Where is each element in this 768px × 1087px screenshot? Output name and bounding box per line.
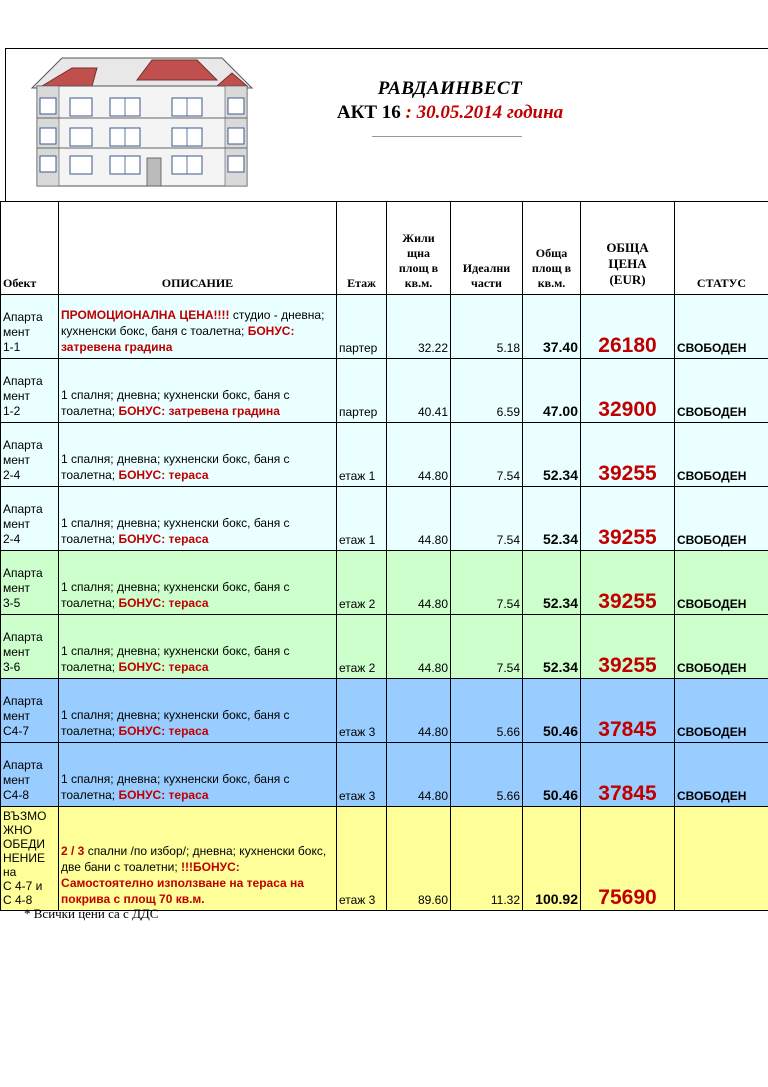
ideal-parts-cell: 5.18	[451, 295, 523, 359]
total-area-cell: 52.34	[523, 615, 581, 679]
floor-cell: етаж 3	[337, 807, 387, 911]
ideal-parts-cell: 11.32	[451, 807, 523, 911]
col-status-header: СТАТУС	[675, 202, 768, 295]
table-row	[1, 615, 768, 679]
object-cell: Апарта мент 1-2	[1, 359, 59, 423]
total-area-cell: 37.40	[523, 295, 581, 359]
description-cell: 1 спалня; дневна; кухненски бокс, баня с тоалетна; БОНУС: тераса	[59, 423, 337, 487]
living-area-cell: 44.80	[387, 487, 451, 551]
floor-cell: етаж 2	[337, 551, 387, 615]
total-area-cell: 52.34	[523, 487, 581, 551]
ideal-parts-cell: 5.66	[451, 743, 523, 807]
floor-cell: етаж 3	[337, 679, 387, 743]
price-cell: 39255	[581, 551, 675, 615]
col-floor-header: Етаж	[337, 202, 387, 295]
title-underline	[372, 136, 522, 137]
description-cell: ПРОМОЦИОНАЛНА ЦЕНА!!!! студио - дневна; кухненски бокс, баня с тоалетна; БОНУС: затревена градина	[59, 295, 337, 359]
floor-cell: етаж 3	[337, 743, 387, 807]
object-cell: Апарта мент 2-4	[1, 487, 59, 551]
col-ideal-parts-header: Идеални части	[451, 202, 523, 295]
living-area-cell: 32.22	[387, 295, 451, 359]
object-cell: Апарта мент 3-5	[1, 551, 59, 615]
col-description-header: ОПИСАНИЕ	[59, 202, 337, 295]
floor-cell: етаж 1	[337, 423, 387, 487]
living-area-cell: 44.80	[387, 423, 451, 487]
total-area-cell: 50.46	[523, 743, 581, 807]
table-row	[1, 743, 768, 807]
description-cell: 1 спалня; дневна; кухненски бокс, баня с тоалетна; БОНУС: тераса	[59, 487, 337, 551]
floor-cell: партер	[337, 359, 387, 423]
col-total-area-header: Обща площ в кв.м.	[523, 202, 581, 295]
table-row	[1, 679, 768, 743]
table-row	[1, 359, 768, 423]
description-cell: 1 спалня; дневна; кухненски бокс, баня с тоалетна; БОНУС: затревена градина	[59, 359, 337, 423]
act-date: : 30.05.2014 година	[405, 102, 564, 123]
description-cell: 1 спалня; дневна; кухненски бокс, баня с тоалетна; БОНУС: тераса	[59, 615, 337, 679]
status-cell: СВОБОДЕН	[675, 615, 768, 679]
price-cell: 39255	[581, 487, 675, 551]
ideal-parts-cell: 5.66	[451, 679, 523, 743]
living-area-cell: 89.60	[387, 807, 451, 911]
living-area-cell: 40.41	[387, 359, 451, 423]
floor-cell: етаж 2	[337, 615, 387, 679]
floor-cell: етаж 1	[337, 487, 387, 551]
act-line	[300, 102, 600, 124]
col-object-header: Обект	[1, 202, 59, 295]
price-cell: 26180	[581, 295, 675, 359]
col-total-price-header: ОБЩА ЦЕНА (EUR)	[581, 202, 675, 295]
living-area-cell: 44.80	[387, 743, 451, 807]
description-cell: 1 спалня; дневна; кухненски бокс, баня с тоалетна; БОНУС: тераса	[59, 679, 337, 743]
status-cell: СВОБОДЕН	[675, 551, 768, 615]
status-cell: СВОБОДЕН	[675, 743, 768, 807]
living-area-cell: 44.80	[387, 551, 451, 615]
table-row	[1, 295, 768, 359]
status-cell: СВОБОДЕН	[675, 487, 768, 551]
total-area-cell: 50.46	[523, 679, 581, 743]
building-illustration	[22, 48, 262, 188]
object-cell: ВЪЗМО ЖНО ОБЕДИ НЕНИЕ на С 4-7 и С 4-8	[1, 807, 59, 911]
total-area-cell: 100.92	[523, 807, 581, 911]
price-cell: 75690	[581, 807, 675, 911]
object-cell: Апарта мент 2-4	[1, 423, 59, 487]
description-cell: 2 / 3 спални /по избор/; дневна; кухненски бокс, две бани с тоалетни; !!!БОНУС: Самостоятелно използване на тераса на покрива с площ 70 кв.м.	[59, 807, 337, 911]
living-area-cell: 44.80	[387, 615, 451, 679]
table-row-combined	[1, 807, 768, 911]
price-cell: 37845	[581, 679, 675, 743]
table-row	[1, 551, 768, 615]
ideal-parts-cell: 7.54	[451, 423, 523, 487]
object-cell: Апарта мент С4-8	[1, 743, 59, 807]
floor-cell: партер	[337, 295, 387, 359]
table-row	[1, 487, 768, 551]
table-row	[1, 423, 768, 487]
object-cell: Апарта мент С4-7	[1, 679, 59, 743]
price-cell: 37845	[581, 743, 675, 807]
total-area-cell: 47.00	[523, 359, 581, 423]
object-cell: Апарта мент 3-6	[1, 615, 59, 679]
price-cell: 39255	[581, 615, 675, 679]
ideal-parts-cell: 7.54	[451, 487, 523, 551]
company-name: РАВДАИНВЕСТ	[377, 78, 523, 99]
description-cell: 1 спалня; дневна; кухненски бокс, баня с тоалетна; БОНУС: тераса	[59, 551, 337, 615]
status-cell	[675, 807, 768, 911]
ideal-parts-cell: 7.54	[451, 551, 523, 615]
object-cell: Апарта мент 1-1	[1, 295, 59, 359]
price-cell: 39255	[581, 423, 675, 487]
title-block	[300, 78, 600, 124]
col-living-area-header: Жили щна площ в кв.м.	[387, 202, 451, 295]
ideal-parts-cell: 7.54	[451, 615, 523, 679]
vat-footnote: * Всички цени са с ДДС	[24, 906, 159, 921]
price-cell: 32900	[581, 359, 675, 423]
status-cell: СВОБОДЕН	[675, 295, 768, 359]
ideal-parts-cell: 6.59	[451, 359, 523, 423]
status-cell: СВОБОДЕН	[675, 423, 768, 487]
living-area-cell: 44.80	[387, 679, 451, 743]
total-area-cell: 52.34	[523, 551, 581, 615]
act-label: АКТ 16	[336, 102, 401, 123]
total-area-cell: 52.34	[523, 423, 581, 487]
description-cell: 1 спалня; дневна; кухненски бокс, баня с тоалетна; БОНУС: тераса	[59, 743, 337, 807]
table-header-row	[1, 202, 768, 295]
status-cell: СВОБОДЕН	[675, 679, 768, 743]
status-cell: СВОБОДЕН	[675, 359, 768, 423]
price-table	[0, 201, 768, 911]
